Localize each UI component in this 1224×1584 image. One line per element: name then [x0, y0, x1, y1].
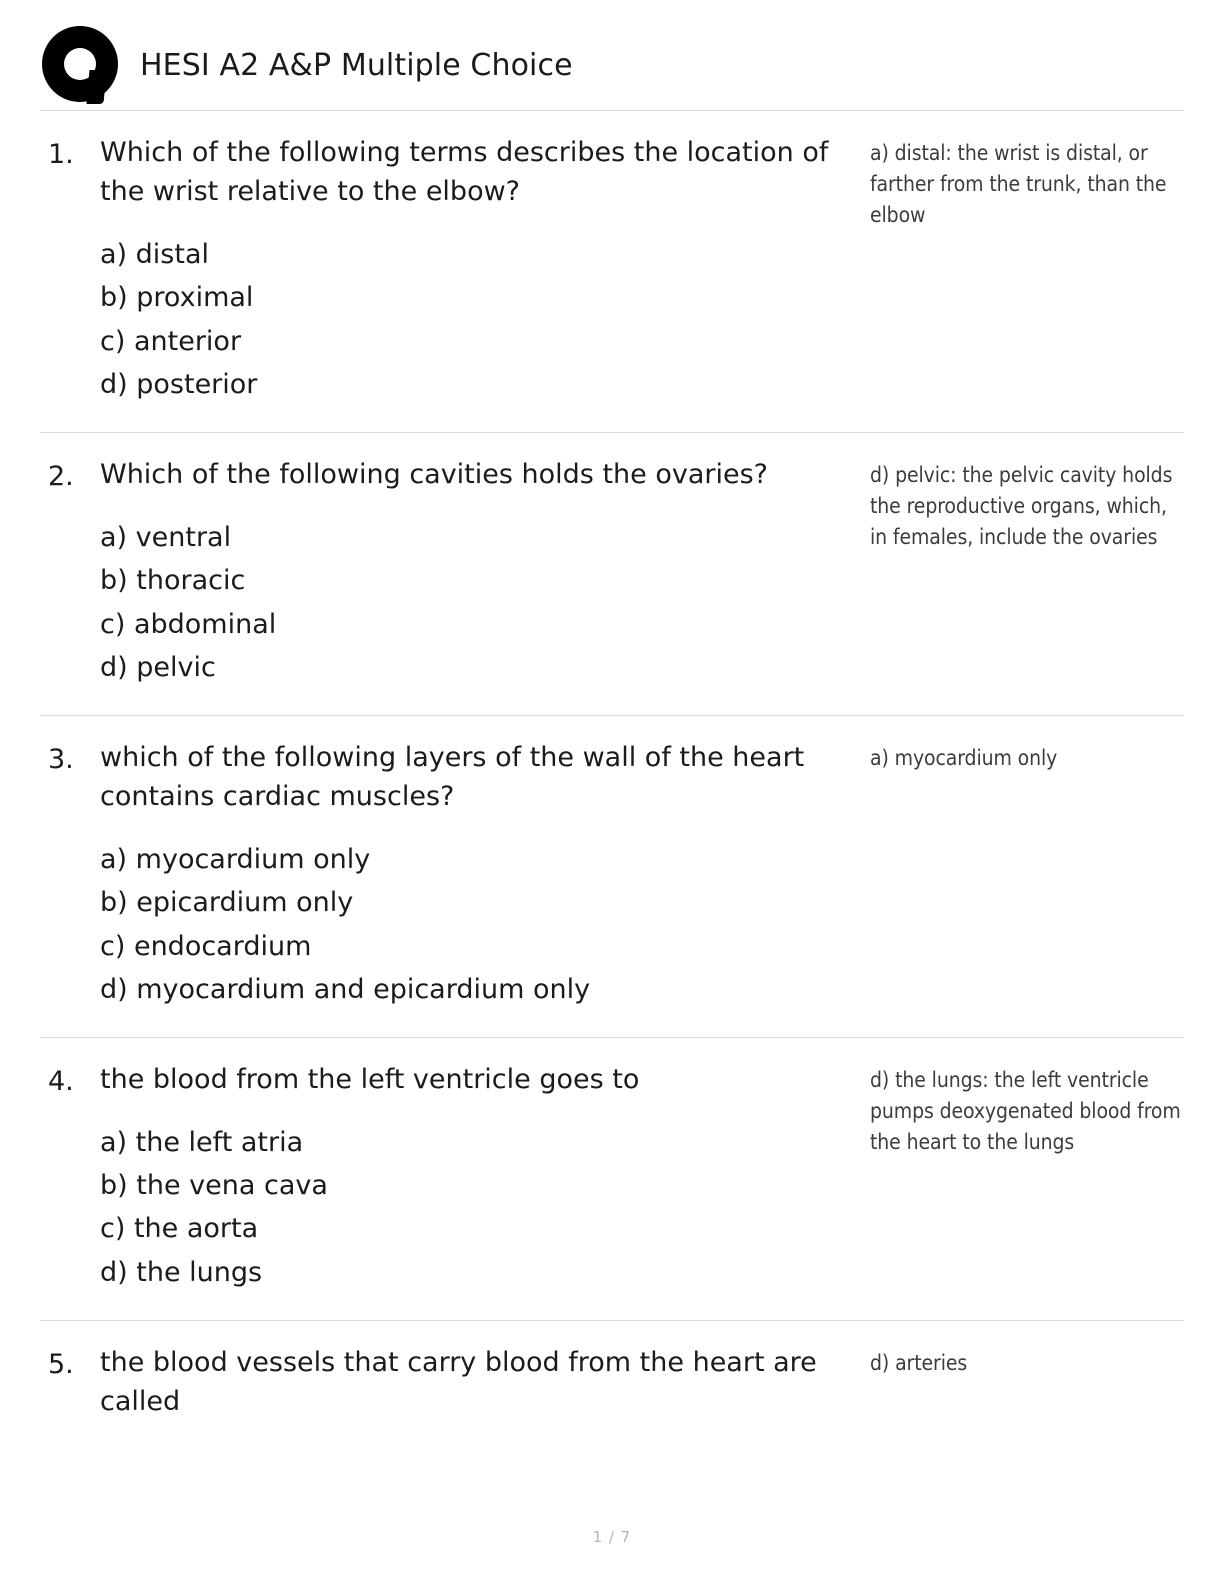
document-header — [40, 22, 1184, 110]
choice-option[interactable]: b) the vena cava — [100, 1170, 328, 1202]
choice-option[interactable]: c) the aorta — [100, 1213, 259, 1245]
question-number: 5. — [48, 1348, 74, 1380]
choice-option[interactable]: a) myocardium only — [100, 844, 371, 876]
choice-option[interactable]: c) anterior — [100, 325, 242, 357]
question-text: the blood from the left ventricle goes to — [100, 1063, 640, 1095]
question-text: Which of the following cavities holds the ovaries? — [100, 459, 768, 491]
choice-list — [100, 233, 860, 406]
question-body — [100, 1060, 870, 1294]
choice-option[interactable]: d) pelvic — [100, 651, 216, 683]
question-item — [40, 716, 1184, 1037]
question-item — [40, 1321, 1184, 1447]
choice-option[interactable]: d) myocardium and epicardium only — [100, 973, 591, 1005]
answer-text: d) the lungs: the left ventricle pumps deoxygenated blood from the heart to the lungs — [870, 1067, 1181, 1154]
choice-list — [100, 1121, 860, 1294]
question-body — [100, 455, 870, 689]
answer-text: a) myocardium only — [870, 745, 1058, 770]
answer-text: a) distal: the wrist is distal, or farther from the trunk, than the elbow — [870, 141, 1167, 227]
page-title: HESI A2 A&P Multiple Choice — [140, 48, 573, 83]
choice-option[interactable]: a) distal — [100, 239, 210, 271]
choice-option[interactable]: c) endocardium — [100, 930, 312, 962]
question-text: Which of the following terms describes the location of the wrist relative to the elbow? — [100, 137, 829, 208]
quizlet-q-logo-icon — [42, 26, 122, 106]
question-item — [40, 111, 1184, 432]
choice-list — [100, 838, 860, 1011]
choice-option[interactable]: d) posterior — [100, 368, 258, 400]
choice-option[interactable]: b) proximal — [100, 282, 254, 314]
question-item — [40, 1038, 1184, 1320]
question-number: 3. — [48, 743, 74, 775]
answer-text: d) arteries — [870, 1350, 968, 1375]
question-number: 2. — [48, 461, 74, 493]
question-text: which of the following layers of the wall of the heart contains cardiac muscles? — [100, 741, 805, 813]
choice-option[interactable]: a) the left atria — [100, 1127, 304, 1159]
question-item — [40, 433, 1184, 715]
question-number: 1. — [48, 139, 74, 170]
choice-option[interactable]: b) epicardium only — [100, 887, 354, 919]
answer-text: d) pelvic: the pelvic cavity holds the reproductive organs, which, in females, include the ovaries — [870, 463, 1173, 549]
question-body — [100, 738, 870, 1011]
choice-option[interactable]: c) abdominal — [100, 608, 277, 640]
question-body — [100, 1343, 870, 1421]
choice-option[interactable]: d) the lungs — [100, 1256, 263, 1288]
choice-option[interactable]: b) thoracic — [100, 565, 246, 597]
question-text: the blood vessels that carry blood from the heart are called — [100, 1346, 817, 1417]
page-footer: 1 / 7 — [592, 1528, 632, 1546]
question-body — [100, 133, 870, 406]
question-list — [40, 111, 1184, 1447]
question-number: 4. — [48, 1065, 74, 1097]
choice-option[interactable]: a) ventral — [100, 522, 232, 554]
choice-list — [100, 516, 860, 689]
